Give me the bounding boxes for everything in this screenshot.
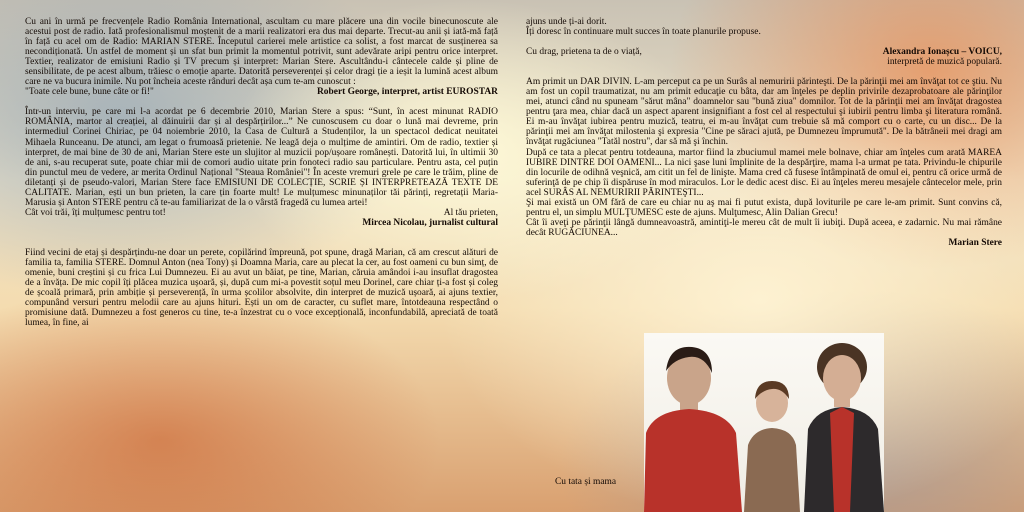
signature-robert-george: Robert George, interpret, artist EUROSTAR [316, 87, 498, 98]
marian-stere-text-3: Şi mai există un OM fără de care eu chiar nu aş mai fi putut exista, după loviturile pe care le-am primit. Sunt convins că, pentru el, un simplu MULŢUMESC este de ajuns. Mulţumesc, Alin Dalian Grecu! [526, 197, 1002, 218]
signature-mircea-nicolau: Mircea Nicolau, jurnalist cultural [362, 217, 498, 228]
signature-role: interpretă de muzică populară. [887, 57, 1002, 68]
thanks-line: Cât voi trăi, îți mulțumesc pentru tot! [25, 207, 166, 218]
signature-marian-stere: Marian Stere [948, 237, 1002, 248]
father-sweater [644, 409, 742, 512]
photo-caption: Cu tata și mama [555, 477, 617, 487]
family-photo-illustration [644, 333, 884, 512]
family-photo [644, 333, 884, 512]
marian-stere-text-1: Am primit un DAR DIVIN. L-am perceput ca pe un Surâs al nemuririi părinteşti. De la părinţii mei am învăţat tot ce ştiu. Nu am fost un copil traumatizat, nu am primit educaţie cu bâta, dar am înţeles pe deplin privirile dezaprobatoare ale părinţilor mei, atunci când nu spuneam "sărut mâna" doamnelor sau "bună ziua" domnilor. Tot de la părinţii mei am învăţat dragostea pentru ţara mea, chiar dacă un aspect aparent insignifiant a fost cel al respectului şi iubirii pentru limba şi literatura română. Ei m-au învăţat iubirea pentru muzică, teatru, ei m-au învăţat cum trebuie să mă comport cu o carte, cu un disc... De la părinţii mei am învăţat milostenia şi expresia "Cine pe săraci ajută, pe Dumnezeu împrumută". De la bătrâneii mei dragi am învăţat rugăciunea "Tatăl nostru", dar să mă şi închin. [526, 77, 1002, 148]
wishes-line: Îți doresc în continuare mult succes în toate planurile propuse. [526, 27, 761, 38]
mother-head [823, 355, 861, 401]
signature-row-mircea [25, 218, 498, 228]
continuation-line: ajuns unde ți-ai dorit. [526, 17, 607, 27]
marian-stere-text-2: După ce tata a plecat pentru totdeauna, martor fiind la zbuciumul mamei mele bolnave, chiar am înţeles cum arată MAREA IUBIRE DINTRE DOI OAMENI... La nici şase luni împlinite de la despărţire, mama l-a urmat pe tata. Privindu-le chipurile din locurile de odihnă veşnică, am citit un fel de linişte. Mama cred că fusese întâmpinată de omul ei, pentru că orice urmă de suferinţă de pe chip îi dispăruse în mod miraculos. Lor le dedic acest disc. Ei au înţeles mereu mesajele cântecelor mele, prin acel SURÂS AL NEMURIRII PĂRINTEŞTI... [526, 147, 1002, 198]
mircea-nicolau-text: Într-un interviu, pe care mi l-a acordat pe 6 decembrie 2010, Marian Stere a spus: “Sunt, în acest minunat RADIO ROMÂNIA, martor al creației, al dăinuirii dar și al despărțirilor...” Ne cunoscusem cu doar o lună mai devreme, prin intermediul Corinei Chiriac, pe 04 noiembrie 2010, la Casa de Cultură a Studenților, la un spectacol dedicat neuitatei Mihaela Runceanu. De atunci, am legat o frumoasă prietenie. Ne leagă deja o mulțime de amintiri. Om de radio, textier și interpret, de mai bine de 30 de ani, Marian Stere este un slujitor al muzicii pop/ușoare românești. Datorită lui, în ultimii 30 de ani, s-au recuperat sute, poate chiar mii de comori audio uitate prin fonoteci radio sau particulare. Pentru asta, cel puțin din punctul meu de vedere, ar merita Ordinul Național "Steaua României"! În aceste vremuri grele pe care le trăim, pline de diletanți și de pseudo-valori, Marian Stere face EMISIUNI DE COLECȚIE, SCRIE ȘI INTERPRETEAZĂ TEXTE DE CALITATE. Marian, ești un bun prieten, la care țin foarte mult! Le mulțumesc minunaților tăi părinți, regretații Maria-Marusia și Anton STERE pentru că te-au familiarizat de la o vârstă fragedă cu lumea artei! [25, 107, 498, 208]
alexandra-voicu-text: Fiind vecini de etaj și despărțindu-ne doar un perete, copilărind împreună, pot spune, dragă Marian, că am crescut alături de familia ta, familia STERE. Domnul Anton (nea Tony) și Doamna Maria, care au plecat la cer, au fost oameni cu bun simț, de omenie, buni creștini și cu frica Lui Dumnezeu. Ei au avut un băiat, pe tine, Marian, căruia amândoi i-au insuflat dragostea de a învăța. De mic copil îți plăcea muzica ușoară, și, după cum mi-a povestit soțul meu Dorinel, care chiar ți-a fost și coleg de școală primară, prin ambiție și perseverență, în urma școlilor absolvite, din interpret de muzică ușoară, ai ajuns textier, compunând versuri pentru melodii care au ajuns hituri. Ești un om de caracter, cu suflet mare, întotdeauna respectând o promisiune dată. Dumnezeu a fost generos cu tine, te-a înzestrat cu o voce excepțională, inconfundabilă, apreciată de toată lumea, în fine, ai [25, 247, 498, 329]
friend-line: Al tău prieten, [443, 207, 498, 218]
dear-line: Cu drag, prietena ta de o viață, [526, 47, 642, 58]
mother-top [830, 407, 854, 512]
robert-george-signature-row [25, 87, 498, 97]
mother-neck [834, 397, 850, 407]
marian-stere-text-4: Cât îi aveţi pe părinţii lângă dumneavoastră, amintiţi-le mereu cât de mult îi iubiţi. După aceea, e zadarnic. Nu mai rămâne decât RUGĂCIUNEA... [526, 217, 1002, 238]
boy-sweater [744, 428, 800, 512]
signature-row-marian [526, 238, 1002, 248]
robert-george-text: Cu ani în urmă pe frecvențele Radio România International, ascultam cu mare plăcere una din vocile binecunoscute ale acestui post de radio. Iată profesionalismul moștenit de a marii realizatori era dus mai departe. Trecut-au anii și iată-mă față în față cu acel om de Radio: MARIAN STERE. Începutul carierei mele artistice ca solist, a fost marcat de susținerea sa necondiționată. Un astfel de moment și un sfat bun primit la momentul potrivit, sunt adevărate aripi pentru orice interpret. Textier, realizator de emisiuni Radio și TV precum și interpret: Marian Stere. Ascultându-i cântecele calde și pline de sensibilitate, de pe acest album, trăiesc o emoție aparte. Datorită perseverenței și celor dragi ție a ieșit la lumină acest album care ne va bucura inimile. Nu pot încheia aceste rânduri decât așa cum te-am cunoscut : [25, 17, 498, 88]
signature-role-row [526, 57, 1002, 67]
dear-row [526, 47, 1002, 57]
quote: "Toate cele bune, bune câte or fi!" [25, 87, 154, 98]
signature-alexandra-voicu: Alexandra Ionașcu – VOICU, [882, 47, 1002, 58]
thanks-row [25, 208, 498, 218]
